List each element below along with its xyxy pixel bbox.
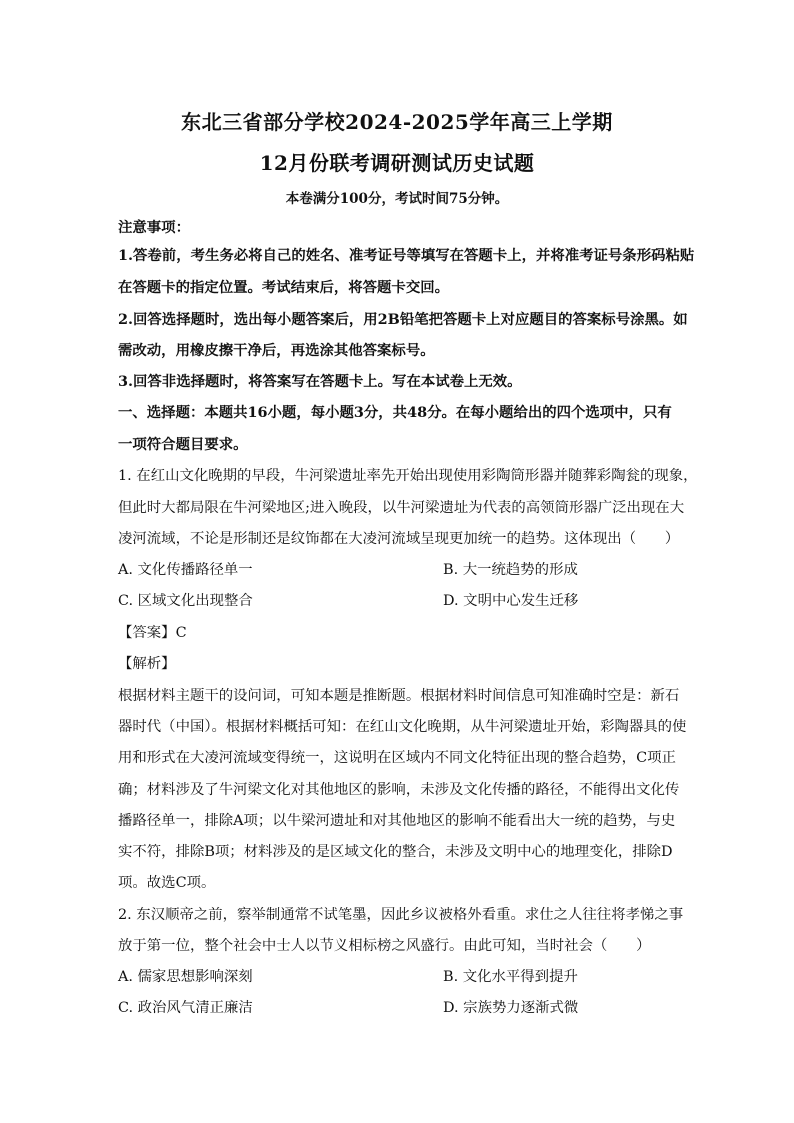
question-2-option-a: A. 儒家思想影响深刻	[118, 969, 253, 985]
question-1-option-a: A. 文化传播路径单一	[118, 562, 253, 578]
question-1-text: 凌河流域，不论是形制还是纹饰都在大凌河流域呈现更加统一的趋势。这体现出（ ）	[118, 531, 680, 547]
notice-heading: 注意事项：	[118, 219, 190, 236]
notice-line: 在答题卡的指定位置。考试结束后，将答题卡交回。	[118, 279, 449, 296]
question-1-analysis: 确；材料涉及了牛河梁文化对其他地区的影响，未涉及文化传播的路径，不能得出文化传	[118, 782, 680, 798]
question-1-analysis: 用和形式在大凌河流域变得统一，这说明在区域内不同文化特征出现的整合趋势，C项正	[118, 750, 676, 766]
exam-title-line1: 东北三省部分学校2024-2025学年高三上学期	[181, 110, 613, 134]
question-1-text: 1. 在红山文化晚期的早段，牛河梁遗址率先开始出现使用彩陶筒形器并随葬彩陶瓮的现象，	[118, 468, 698, 484]
question-1-analysis: 实不符，排除B项；材料涉及的是区域文化的整合，未涉及文明中心的地理变化，排除D	[118, 844, 673, 860]
question-1-analysis: 器时代（中国）。根据材料概括可知：在红山文化晚期，从牛河梁遗址开始，彩陶器具的使	[118, 719, 687, 735]
question-1-answer: 【答案】C	[118, 625, 187, 641]
notice-line: 2.回答选择题时，选出每小题答案后，用2B铅笔把答题卡上对应题目的答案标号涂黑。如	[118, 311, 688, 328]
question-1-analysis: 根据材料主题干的设问词，可知本题是推断题。根据材料时间信息可知准确时空是：新石	[118, 688, 680, 704]
question-2-option-b: B. 文化水平得到提升	[443, 969, 578, 985]
question-1-analysis-heading: 【解析】	[118, 656, 176, 672]
question-1-text: 但此时大都局限在牛河梁地区;进入晚段，以牛河梁遗址为代表的高领筒形器广泛出现在大	[118, 500, 685, 516]
question-1-analysis: 项。故选C项。	[118, 875, 216, 891]
question-2-text: 放于第一位，整个社会中士人以节义相标榜之风盛行。由此可知，当时社会（ ）	[118, 938, 651, 954]
notice-line: 1.答卷前，考生务必将自己的姓名、准考证号等填写在答题卡上，并将准考证号条形码粘贴	[118, 247, 695, 264]
section-heading: 一项符合题目要求。	[118, 436, 248, 453]
question-1-option-d: D. 文明中心发生迁移	[443, 593, 579, 609]
question-1-option-c: C. 区域文化出现整合	[118, 593, 253, 609]
section-heading: 一、选择题：本题共16小题，每小题3分，共48分。在每小题给出的四个选项中，只有	[118, 404, 672, 421]
question-1-analysis: 播路径单一，排除A项；以牛梁河遗址和对其他地区的影响不能看出大一统的趋势，与史	[118, 813, 676, 829]
question-1-option-b: B. 大一统趋势的形成	[443, 562, 578, 578]
notice-line: 需改动，用橡皮擦干净后，再选涂其他答案标号。	[118, 342, 435, 359]
question-2-option-c: C. 政治风气清正廉洁	[118, 1000, 253, 1016]
exam-title-line2: 12月份联考调研测试历史试题	[259, 151, 535, 175]
question-2-text: 2. 东汉顺帝之前，察举制通常不试笔墨，因此乡议被格外看重。求仕之人往往将孝悌之事	[118, 907, 684, 923]
notice-line: 3.回答非选择题时，将答案写在答题卡上。写在本试卷上无效。	[118, 373, 522, 390]
question-2-option-d: D. 宗族势力逐渐式微	[443, 1000, 579, 1016]
exam-subtitle: 本卷满分100分，考试时间75分钟。	[285, 191, 509, 207]
